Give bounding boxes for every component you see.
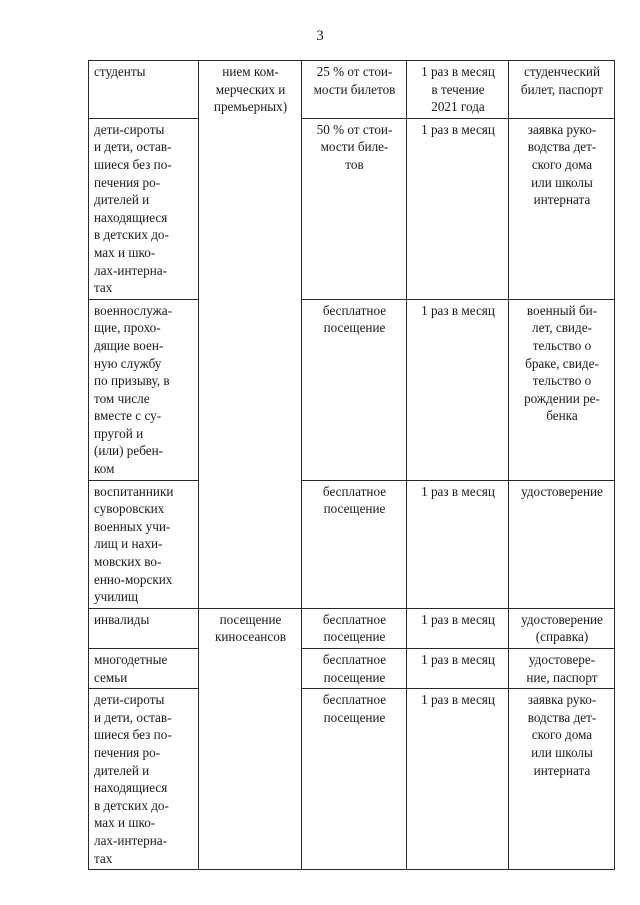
category-cell: воспитанники суворовских военных учи- лищ и нахи- мовских во- енно-морских училищ	[89, 480, 199, 608]
document-cell: заявка руко- водства дет- ского дома или школы интерната	[509, 689, 615, 870]
discount-cell: 50 % от стои- мости биле- тов	[302, 118, 407, 299]
page-number: 3	[316, 28, 324, 44]
condition-cell: нием ком- мерческих и премьерных)	[199, 61, 302, 609]
category-cell: инвалиды	[89, 608, 199, 648]
table-row	[89, 299, 615, 480]
frequency-cell: 1 раз в месяц	[407, 689, 509, 870]
discount-cell: бесплатное посещение	[302, 649, 407, 689]
frequency-cell: 1 раз в месяц в течение 2021 года	[407, 61, 509, 119]
benefits-table	[88, 60, 615, 870]
document-cell: удостоверение (справка)	[509, 608, 615, 648]
document-cell: военный би- лет, свиде- тельство о браке, свиде- тельство о рождении ре- бенка	[509, 299, 615, 480]
frequency-cell: 1 раз в месяц	[407, 480, 509, 608]
frequency-cell: 1 раз в месяц	[407, 608, 509, 648]
table-row	[89, 118, 615, 299]
document-cell: удостоверение	[509, 480, 615, 608]
table-row	[89, 480, 615, 608]
discount-cell: 25 % от стои- мости билетов	[302, 61, 407, 119]
table-row	[89, 689, 615, 870]
condition-cell: посещение киносеансов	[199, 608, 302, 869]
category-cell: студенты	[89, 61, 199, 119]
document-cell: удостовере- ние, паспорт	[509, 649, 615, 689]
category-cell: многодетные семьи	[89, 649, 199, 689]
discount-cell: бесплатное посещение	[302, 608, 407, 648]
frequency-cell: 1 раз в месяц	[407, 299, 509, 480]
table-row	[89, 649, 615, 689]
discount-cell: бесплатное посещение	[302, 480, 407, 608]
table-row	[89, 61, 615, 119]
discount-cell: бесплатное посещение	[302, 689, 407, 870]
discount-cell: бесплатное посещение	[302, 299, 407, 480]
category-cell: военнослужа- щие, прохо- дящие воен- ную службу по призыву, в том числе вместе с су- пругой и (или) ребен- ком	[89, 299, 199, 480]
category-cell: дети-сироты и дети, остав- шиеся без по- печения ро- дителей и находящиеся в детских до- мах и шко- лах-интерна- тах	[89, 118, 199, 299]
category-cell: дети-сироты и дети, остав- шиеся без по- печения ро- дителей и находящиеся в детских до- мах и шко- лах-интерна- тах	[89, 689, 199, 870]
document-cell: заявка руко- водства дет- ского дома или школы интерната	[509, 118, 615, 299]
table-row	[89, 608, 615, 648]
frequency-cell: 1 раз в месяц	[407, 649, 509, 689]
document-cell: студенческий билет, паспорт	[509, 61, 615, 119]
frequency-cell: 1 раз в месяц	[407, 118, 509, 299]
